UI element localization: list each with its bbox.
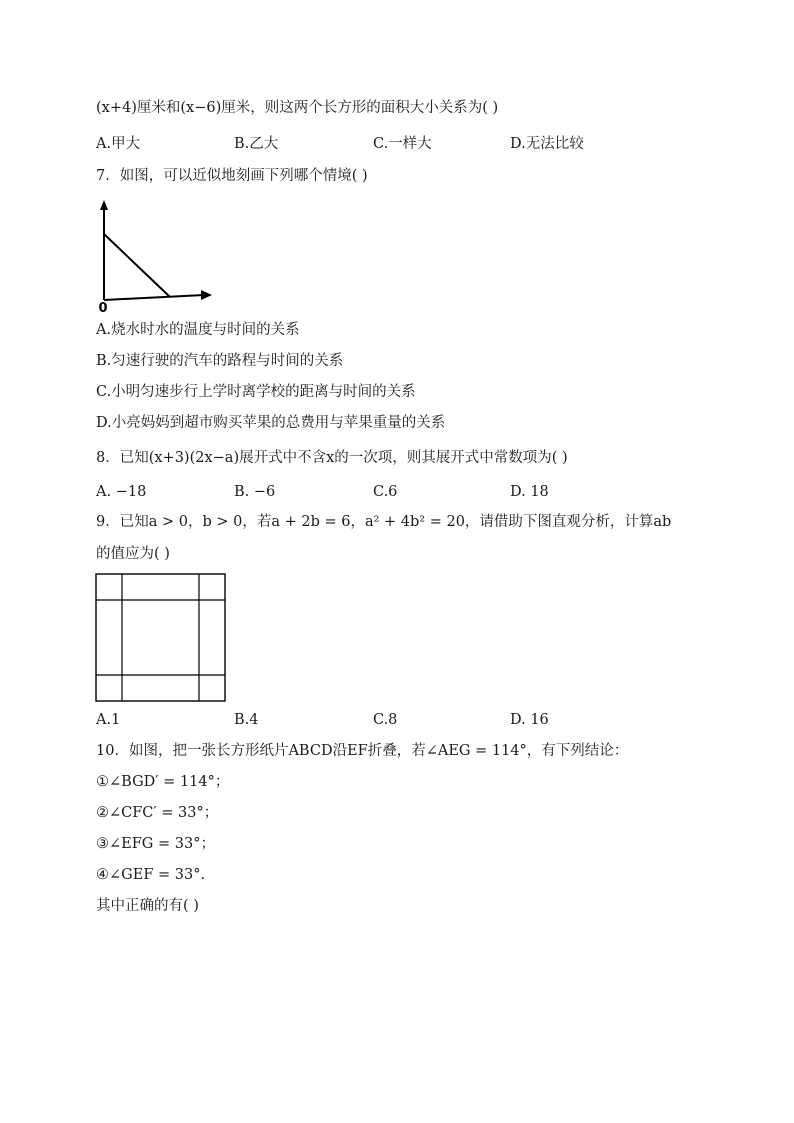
q6-option-b[interactable]: B.乙大: [234, 136, 279, 152]
q9-option-b[interactable]: B.4: [234, 712, 259, 728]
q10-conclusion-1: ①∠BGD′ = 114°；: [96, 774, 230, 790]
q6-option-d[interactable]: D.无法比较: [510, 136, 584, 152]
q10-conclusion-2: ②∠CFC′ = 33°；: [96, 805, 219, 821]
x-axis-arrow: [201, 290, 212, 300]
q10-tail: 其中正确的有( ): [96, 898, 199, 914]
q6-option-c[interactable]: C.一样大: [373, 136, 432, 152]
q8-option-c[interactable]: C.6: [373, 484, 398, 500]
y-axis-arrow: [100, 200, 108, 210]
q9-options: [96, 710, 656, 730]
q9-stem-line1: 9．已知a > 0，b > 0，若a + 2b = 6，a² + 4b² = 20，请借助下图直观分析，计算ab: [96, 514, 672, 530]
q7-option-c[interactable]: C.小明匀速步行上学时离学校的距离与时间的关系: [96, 384, 416, 400]
q10-stem: 10．如图，把一张长方形纸片ABCD沿EF折叠，若∠AEG = 114°，有下列结论：: [96, 743, 629, 759]
q9-option-d[interactable]: D. 16: [510, 712, 549, 728]
q9-square-figure: [95, 573, 227, 703]
q8-option-b[interactable]: B. −6: [234, 484, 276, 500]
q10-conclusion-4: ④∠GEF = 33°.: [96, 867, 206, 883]
q7-option-d[interactable]: D.小亮妈妈到超市购买苹果的总费用与苹果重量的关系: [96, 415, 446, 431]
q8-stem: 8．已知(x+3)(2x−a)展开式中不含x的一次项，则其展开式中常数项为( ): [96, 450, 568, 466]
q9-option-c[interactable]: C.8: [373, 712, 398, 728]
q7-option-b[interactable]: B.匀速行驶的汽车的路程与时间的关系: [96, 353, 344, 369]
decreasing-line: [104, 234, 170, 297]
q8-options: [96, 482, 656, 502]
origin-label: 0: [98, 301, 108, 314]
q10-conclusion-3: ③∠EFG = 33°；: [96, 836, 215, 852]
x-axis: [104, 295, 204, 300]
q9-stem-line2: 的值应为( ): [96, 546, 170, 562]
q8-option-d[interactable]: D. 18: [510, 484, 549, 500]
q6-option-a[interactable]: A.甲大: [96, 136, 141, 152]
q7-option-a[interactable]: A.烧水时水的温度与时间的关系: [96, 322, 300, 338]
q6-options: [96, 134, 656, 154]
q7-stem: 7．如图，可以近似地刻画下列哪个情境( ): [96, 168, 368, 184]
q8-option-a[interactable]: A. −18: [96, 484, 147, 500]
q6-stem-line: (x+4)厘米和(x−6)厘米，则这两个长方形的面积大小关系为( ): [96, 100, 499, 116]
q7-graph-figure: [94, 196, 224, 314]
outer-square: [96, 574, 225, 701]
q9-option-a[interactable]: A.1: [96, 712, 121, 728]
